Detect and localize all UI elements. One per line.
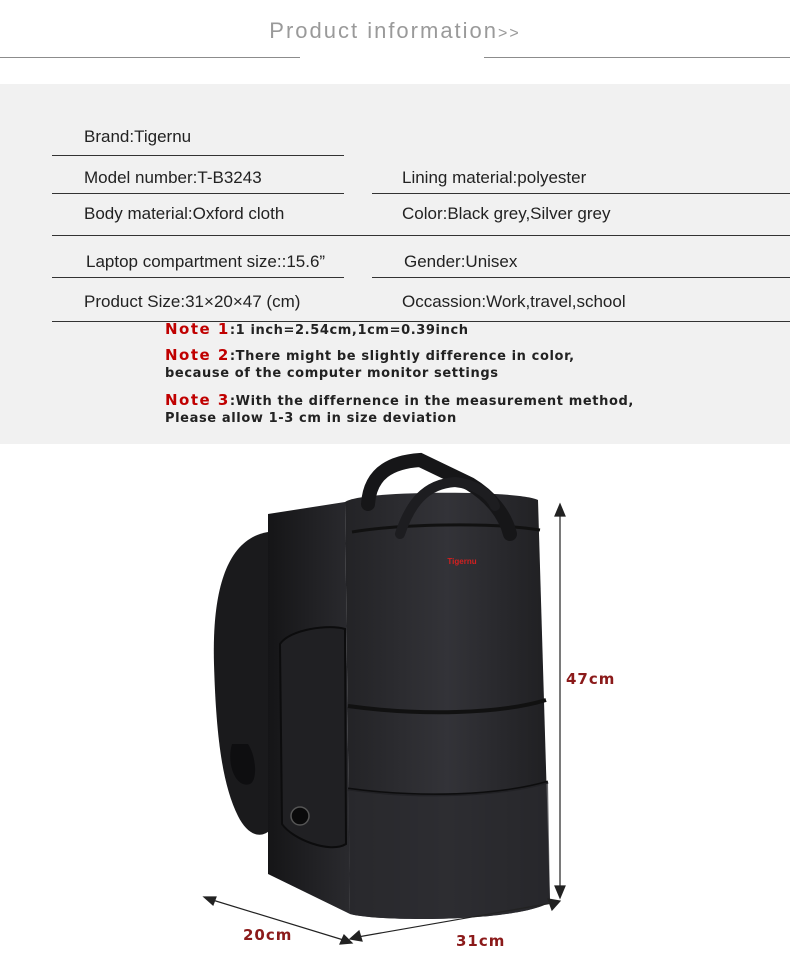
spec-divider: [52, 277, 344, 278]
section-title-text: Product information: [269, 18, 499, 43]
spec-occasion: Occassion:Work,travel,school: [402, 292, 626, 311]
height-dimension-line: [555, 504, 565, 898]
note-1: [165, 321, 469, 339]
spec-gender: Gender:Unisex: [404, 252, 518, 271]
backpack-illustration: [0, 444, 790, 969]
spec-divider: [52, 193, 344, 194]
spec-color: Color:Black grey,Silver grey: [402, 204, 611, 223]
usb-port-icon: [291, 807, 309, 825]
section-title-arrows: >>: [498, 25, 521, 42]
note-text: because of the computer monitor settings: [165, 366, 499, 381]
note-label: Note 3: [165, 391, 230, 409]
note-2: [165, 347, 575, 382]
spec-body-material: Body material:Oxford cloth: [84, 204, 285, 223]
height-label: 47cm: [566, 670, 616, 688]
side-pocket: [280, 627, 346, 847]
note-label: Note 1: [165, 320, 230, 338]
header-divider-right: [484, 57, 790, 58]
spec-divider: [52, 155, 344, 156]
width-label: 31cm: [456, 932, 506, 950]
note-3: [165, 392, 634, 427]
depth-label: 20cm: [243, 926, 293, 944]
spec-divider: [52, 235, 790, 236]
header-divider-left: [0, 57, 300, 58]
lower-pocket: [348, 782, 550, 919]
brand-logo: Tigernu: [447, 557, 477, 566]
spec-divider: [372, 277, 790, 278]
spec-product-size: Product Size:31×20×47 (cm): [84, 292, 301, 311]
note-text: :With the differnence in the measurement method,: [229, 394, 634, 409]
shoulder-strap: [214, 532, 272, 835]
spec-model: Model number:T-B3243: [84, 168, 262, 187]
note-text: :1 inch=2.54cm,1cm=0.39inch: [229, 323, 469, 338]
note-text: Please allow 1-3 cm in size deviation: [165, 411, 457, 426]
note-text: :There might be slightly difference in color,: [229, 349, 575, 364]
spec-divider: [372, 193, 790, 194]
spec-brand: Brand:Tigernu: [84, 127, 192, 146]
section-title: [0, 18, 790, 44]
spec-lining: Lining material:polyester: [402, 168, 587, 187]
note-label: Note 2: [165, 346, 230, 364]
spec-laptop-size: Laptop compartment size::15.6”: [86, 252, 326, 271]
